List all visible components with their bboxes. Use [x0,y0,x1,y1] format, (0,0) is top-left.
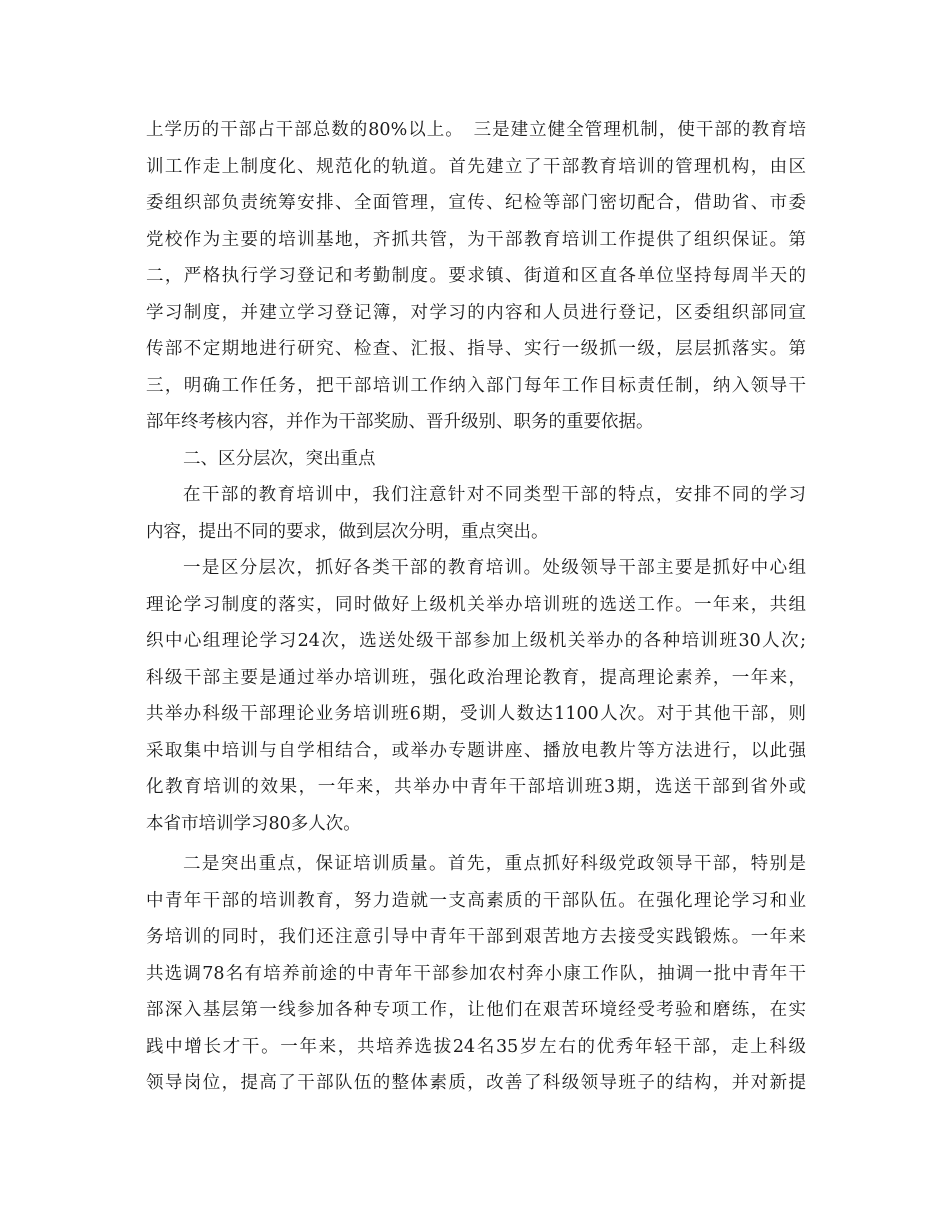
text-line: 上学历的干部占干部总数的80%以上。 三是建立健全管理机制，使干部的教育培 [146,120,806,140]
text-line: 科级干部主要是通过举办培训班，强化政治理论教育，提高理论素养，一年来， [146,667,806,688]
text-line: 二，严格执行学习登记和考勤制度。要求镇、街道和区直各单位坚持每周半天的 [146,266,806,286]
text-line: 织中心组理论学习24次，选送处级干部参加上级机关举办的各种培训班30人次; [146,631,806,651]
text-line: 务培训的同时，我们还注意引导中青年干部到艰苦地方去接受实践锻炼。一年来 [146,927,806,947]
section-heading: 二、区分层次，突出重点 [183,448,376,469]
text-line: 三，明确工作任务，把干部培训工作纳入部门每年工作目标责任制，纳入领导干 [146,375,806,396]
text-line: 一是区分层次，抓好各类干部的教育培训。处级领导干部主要是抓好中心组 [183,558,806,578]
text-line: 党校作为主要的培训基地，齐抓共管，为干部教育培训工作提供了组织保证。第 [146,229,806,250]
text-line: 共举办科级干部理论业务培训班6期，受训人数达1100人次。对于其他干部，则 [146,704,806,724]
text-line: 本省市培训学习80多人次。 [146,813,361,834]
body-text [146,112,806,1102]
text-line: 部深入基层第一线参加各种专项工作，让他们在艰苦环境经受考验和磨练，在实 [146,1000,806,1020]
text-line: 共选调78名有培养前途的中青年干部参加农村奔小康工作队，抽调一批中青年干 [146,963,806,984]
text-line: 内容，提出不同的要求，做到层次分明，重点突出。 [146,521,549,542]
text-line: 领导岗位，提高了干部队伍的整体素质，改善了科级领导班子的结构，并对新提 [146,1073,806,1093]
text-line: 中青年干部的培训教育，努力造就一支高素质的干部队伍。在强化理论学习和业 [146,890,806,911]
text-line: 委组织部负责统筹安排、全面管理，宣传、纪检等部门密切配合，借助省、市委 [146,193,806,213]
text-line: 传部不定期地进行研究、检查、汇报、指导、实行一级抓一级，层层抓落实。第 [146,339,806,359]
text-line: 理论学习制度的落实，同时做好上级机关举办培训班的选送工作。一年来，共组 [146,594,806,615]
text-line: 二是突出重点，保证培训质量。首先，重点抓好科级党政领导干部，特别是 [183,854,806,874]
text-line: 采取集中培训与自学相结合，或举办专题讲座、播放电教片等方法进行，以此强 [146,740,806,761]
text-line: 部年终考核内容，并作为干部奖励、晋升级别、职务的重要依据。 [146,412,654,432]
text-line: 化教育培训的效果，一年来，共举办中青年干部培训班3期，选送干部到省外或 [146,777,806,797]
text-line: 践中增长才干。一年来，共培养选拔24名35岁左右的优秀年轻干部，走上科级 [146,1036,806,1057]
text-line: 训工作走上制度化、规范化的轨道。首先建立了干部教育培训的管理机构，由区 [146,156,806,177]
text-line: 在干部的教育培训中，我们注意针对不同类型干部的特点，安排不同的学习 [183,485,806,505]
text-line: 学习制度，并建立学习登记簿，对学习的内容和人员进行登记，区委组织部同宣 [146,302,806,323]
